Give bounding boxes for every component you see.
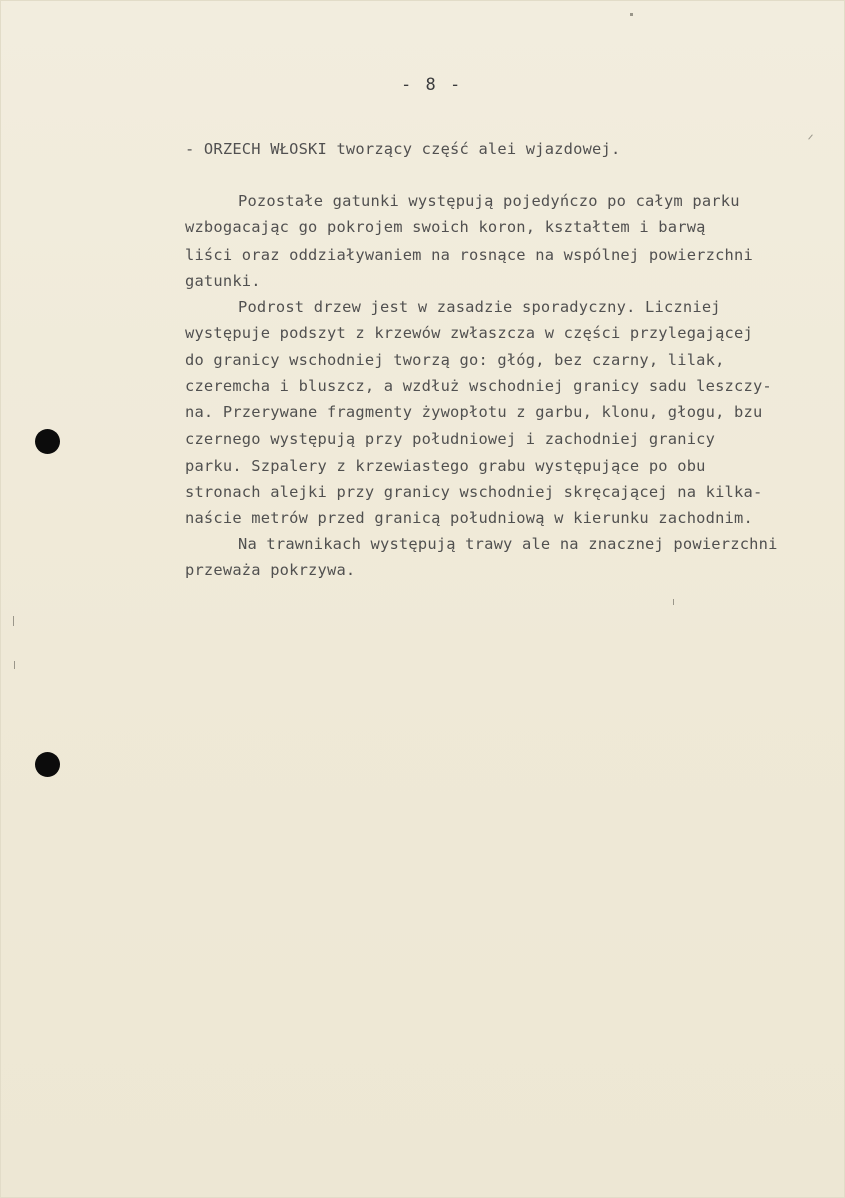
paper-speck <box>630 13 633 16</box>
heading-line: - ORZECH WŁOSKI tworzący część alei wjazdowej. <box>185 140 621 158</box>
paragraph3-line: Na trawnikach występują trawy ale na znacznej powierzchni <box>238 535 778 553</box>
paper-speck <box>14 661 15 669</box>
paragraph2-line: Podrost drzew jest w zasadzie sporadyczny. Liczniej <box>238 298 721 316</box>
paragraph2-line: na. Przerywane fragmenty żywopłotu z garbu, klonu, głogu, bzu <box>185 403 763 421</box>
paper-speck <box>13 616 14 626</box>
punch-hole-lower <box>35 752 60 777</box>
page-number: - 8 - <box>401 75 463 95</box>
paragraph3-line: przeważa pokrzywa. <box>185 561 356 579</box>
paragraph2-line: parku. Szpalery z krzewiastego grabu występujące po obu <box>185 457 706 475</box>
paragraph2-line: występuje podszyt z krzewów zwłaszcza w części przylegającej <box>185 324 753 342</box>
paragraph1-line: liści oraz oddziaływaniem na rosnące na wspólnej powierzchni <box>185 246 753 264</box>
paper-speck <box>808 134 813 139</box>
paragraph1-line: gatunki. <box>185 272 261 290</box>
paragraph2-line: stronach alejki przy granicy wschodniej skręcającej na kilka- <box>185 483 763 501</box>
paper-speck <box>673 599 674 605</box>
paragraph2-line: do granicy wschodniej tworzą go: głóg, bez czarny, lilak, <box>185 351 725 369</box>
paragraph1-line: Pozostałe gatunki występują pojedyńczo po całym parku <box>238 192 740 210</box>
paragraph2-line: czeremcha i bluszcz, a wzdłuż wschodniej granicy sadu leszczy- <box>185 377 772 395</box>
paragraph1-line: wzbogacając go pokrojem swoich koron, kształtem i barwą <box>185 218 706 236</box>
punch-hole-upper <box>35 429 60 454</box>
paragraph2-line: czernego występują przy południowej i zachodniej granicy <box>185 430 716 448</box>
paragraph2-line: naście metrów przed granicą południową w kierunku zachodnim. <box>185 509 753 527</box>
